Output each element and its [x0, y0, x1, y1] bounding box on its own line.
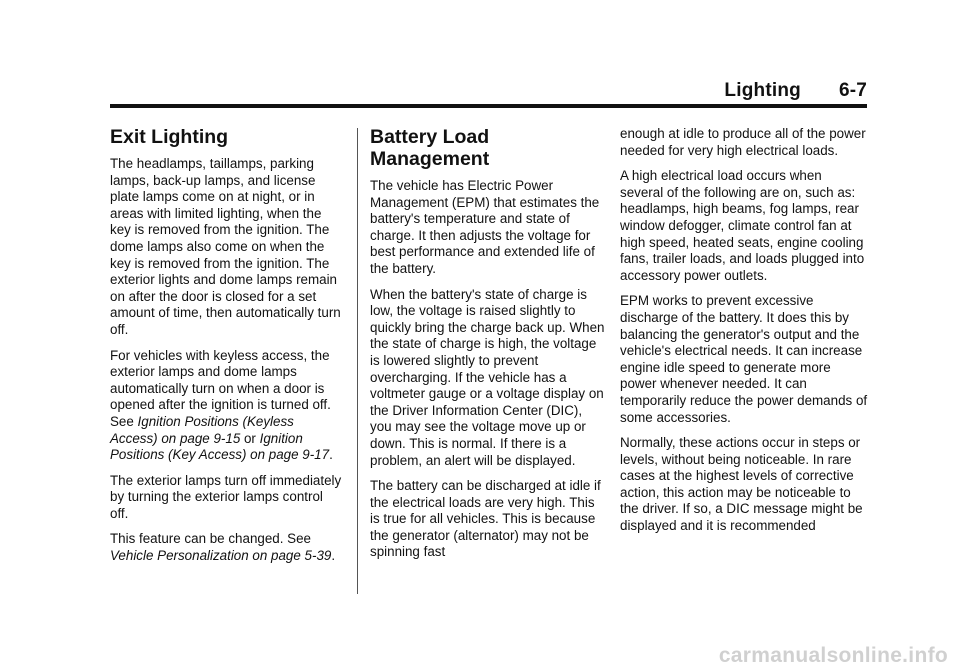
- page-number: 6-7: [838, 80, 867, 101]
- cross-reference-link[interactable]: Ignition Positions (Keyless Access) on page 9-15: [110, 413, 294, 446]
- paragraph: The headlamps, taillamps, parking lamps, back-up lamps, and license plate lamps come on at night, or in areas with limited lighting, when the key is removed from the ignition. The dome lamps also come on when the key is removed from the ignition. The exterior lights and dome lamps remain on after the door is closed for a set amount of time, then automatically turn off.: [110, 156, 341, 337]
- paragraph: For vehicles with keyless access, the exterior lamps and dome lamps automatically turn on when a door is opened after the ignition is turned off. See Ignition Positions (Keyless Access) on page 9-15 or Ignition Positions (Key Access) on page 9-17.: [110, 347, 333, 463]
- watermark: carmanualsonline.info: [718, 644, 948, 667]
- page-header: [724, 80, 867, 102]
- column-battery-load: [370, 126, 606, 570]
- paragraph: This feature can be changed. See Vehicle Personalization on page 5-39.: [110, 531, 336, 564]
- paragraph: Normally, these actions occur in steps or levels, without being noticeable. In rare cases at the highest levels of corrective action, this action may be noticeable to the driver. If so, a DIC message might be displayed and it is recommended: [620, 435, 863, 534]
- paragraph: enough at idle to produce all of the power needed for very high electrical loads.: [620, 126, 866, 158]
- paragraph: The exterior lamps turn off immediately by turning the exterior lamps control off.: [110, 472, 342, 521]
- paragraph: The battery can be discharged at idle if the electrical loads are very high. This is true for all vehicles. This is because the generator (alternator) may not be spinning fast: [370, 478, 601, 560]
- paragraph: The vehicle has Electric Power Management (EPM) that estimates the battery's temperature and state of charge. It then adjusts the voltage for best performance and extended life of the battery.: [370, 178, 600, 276]
- section-title: Lighting: [724, 80, 801, 101]
- paragraph: A high electrical load occurs when several of the following are on, such as: headlamps, high beams, fog lamps, rear window defogger, climate control fan at high speed, heated seats, engine cooling fans, trailer loads, and loads plugged into accessory power outlets.: [620, 168, 865, 283]
- header-rule: [110, 104, 867, 108]
- paragraph: EPM works to prevent excessive discharge of the battery. It does this by balancing the generator's output and the vehicle's electrical needs. It can increase engine idle speed to generate more power whenever needed. It can temporarily reduce the power demands of some accessories.: [620, 293, 868, 425]
- column-divider: [357, 128, 358, 594]
- paragraph: When the battery's state of charge is low, the voltage is raised slightly to quickly bring the charge back up. When the state of charge is high, the voltage is lowered slightly to prevent overcharging. If the vehicle has a voltmeter gauge or a voltage display on the Driver Information Center (DIC), you may see the voltage move up or down. This is normal. If there is a problem, an alert will be displayed.: [370, 286, 605, 468]
- column-continued: [620, 126, 868, 544]
- cross-reference-link[interactable]: Vehicle Personalization on page 5-39: [110, 548, 332, 564]
- heading-exit-lighting: Exit Lighting: [110, 126, 229, 148]
- heading-battery-load-management: Battery Load Management: [370, 126, 490, 170]
- cross-reference-link[interactable]: Ignition Positions (Key Access) on page 9-17: [110, 430, 330, 463]
- column-exit-lighting: [110, 126, 342, 574]
